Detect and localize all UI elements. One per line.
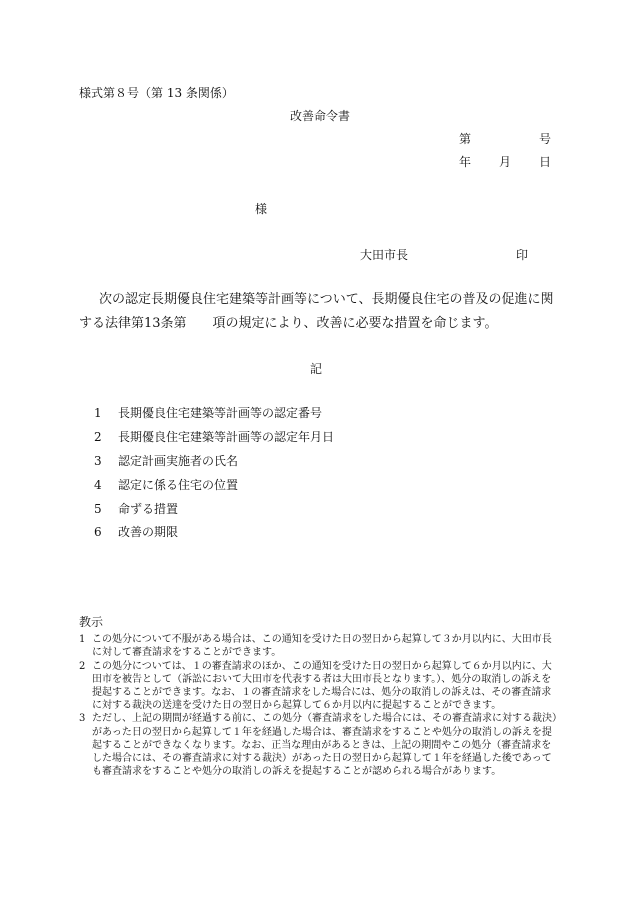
notice-entry bbox=[79, 660, 559, 713]
item-number: 6 bbox=[94, 525, 102, 539]
list-item bbox=[94, 428, 334, 445]
notice-entries bbox=[79, 633, 559, 778]
notice-entry-number: 1 bbox=[79, 634, 86, 646]
item-number: 5 bbox=[94, 502, 102, 516]
addressee-suffix: 様 bbox=[255, 202, 268, 216]
notice-entry-number: 3 bbox=[79, 713, 86, 725]
doc-number-suffix: 号 bbox=[539, 132, 552, 146]
item-label: 命ずる措置 bbox=[118, 502, 179, 516]
item-number: 4 bbox=[94, 478, 102, 492]
notice-entry bbox=[79, 712, 559, 778]
form-header: 様式第８号（第 13 条関係） bbox=[79, 86, 234, 100]
notice-entry-text: ただし、上記の期間が経過する前に、この処分（審査請求をした場合には、その審査請求に対する裁決）があった日の翌日から起算して１年を経過した場合は、審査請求をすることや処分の取消しの訴えを提起することができなくなります。なお、正当な理由があるときは、上記の期間やこの処分（審査請求をした場合には、その審査請求に対する裁決）があった日の翌日から起算して１年を経過した後であっても審査請求をすることや処分の取消しの訴えを提起することが認められる場合があります。 bbox=[92, 713, 557, 778]
item-number: 2 bbox=[94, 430, 102, 444]
list-item bbox=[94, 500, 178, 517]
item-label: 長期優良住宅建築等計画等の認定番号 bbox=[118, 406, 323, 420]
list-item bbox=[94, 452, 238, 469]
date-day: 日 bbox=[539, 155, 552, 169]
item-label: 認定に係る住宅の位置 bbox=[118, 478, 239, 492]
notice-heading: 教示 bbox=[79, 615, 104, 629]
issuer-name: 大田市長 bbox=[360, 248, 409, 262]
notice-entry-text: この処分について不服がある場合は、この通知を受けた日の翌日から起算して３か月以内に、大田市長に対して審査請求をすることができます。 bbox=[92, 634, 552, 659]
date-month: 月 bbox=[499, 155, 512, 169]
item-label: 改善の期限 bbox=[118, 525, 179, 539]
item-number: 3 bbox=[94, 454, 102, 468]
item-label: 認定計画実施者の氏名 bbox=[118, 454, 239, 468]
list-item bbox=[94, 476, 238, 493]
notice-section bbox=[79, 616, 559, 778]
list-item bbox=[94, 523, 178, 540]
notice-entry-number: 2 bbox=[79, 660, 86, 672]
doc-number-prefix: 第 bbox=[459, 132, 472, 146]
notice-entry-text: この処分については、１の審査請求のほか、この通知を受けた日の翌日から起算して６か月以内に、大田市を被告として（訴訟において大田市を代表する者は大田市長となります。）、処分の取消しの訴えを提起することができます。なお、１の審査請求をした場合には、処分の取消しの訴えは、その審査請求に対する裁決の送達を受けた日の翌日から起算して６か月以内に提起することができます。 bbox=[92, 660, 552, 712]
body-text: 次の認定長期優良住宅建築等計画等について、長期優良住宅の普及の促進に関する法律第13条第 項の規定により、改善に必要な措置を命じます。 bbox=[79, 292, 554, 331]
document-title: 改善命令書 bbox=[290, 109, 351, 123]
issuer-seal: 印 bbox=[516, 248, 529, 262]
list-item bbox=[94, 404, 322, 421]
date-year: 年 bbox=[459, 155, 472, 169]
notice-entry bbox=[79, 633, 559, 659]
ki-heading: 記 bbox=[310, 362, 323, 376]
item-number: 1 bbox=[94, 406, 102, 420]
item-label: 長期優良住宅建築等計画等の認定年月日 bbox=[118, 430, 335, 444]
